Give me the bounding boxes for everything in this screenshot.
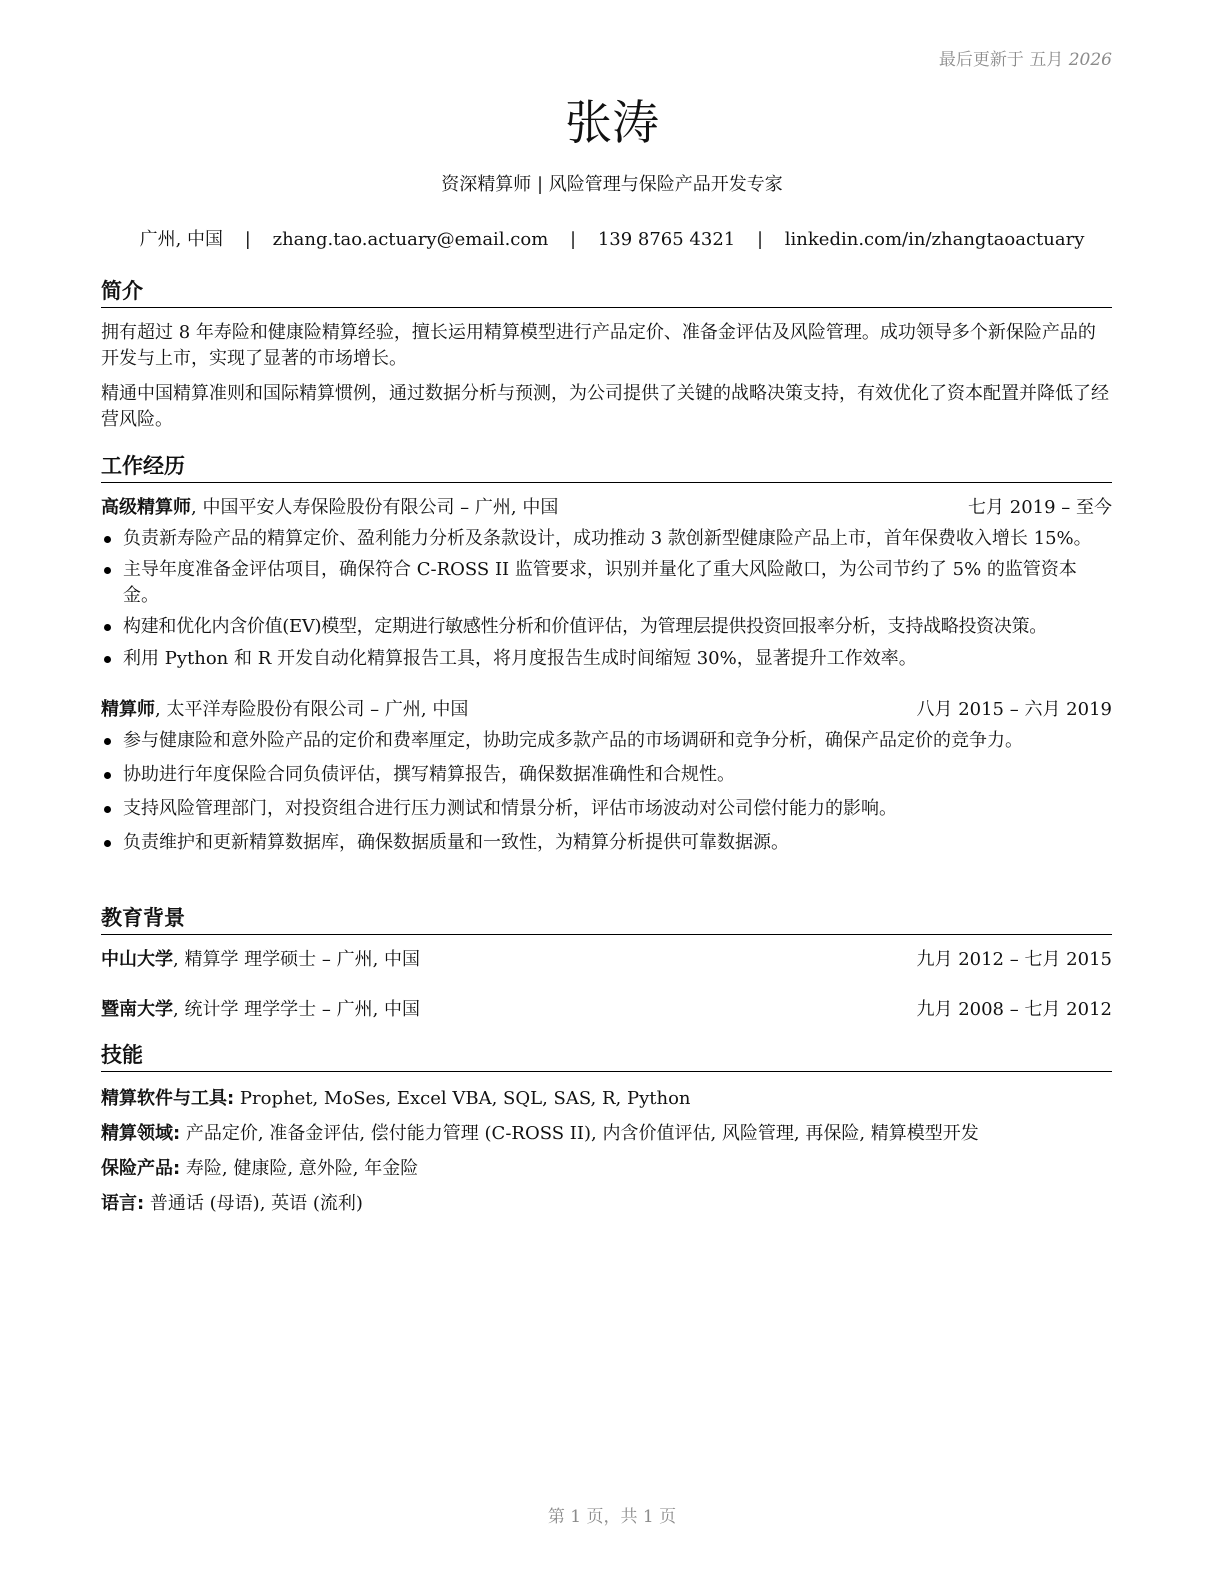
education-detail: , 精算学 理学硕士 – 广州, 中国: [173, 949, 421, 970]
job-role: 精算师: [101, 699, 155, 720]
job-title-line: [101, 495, 558, 521]
skill-line: [101, 1191, 1112, 1217]
job-role: 高级精算师: [101, 497, 191, 518]
job-org: , 太平洋寿险股份有限公司 – 广州, 中国: [155, 699, 469, 720]
section-title-experience: 工作经历: [101, 451, 1112, 483]
education-school: 暨南大学: [101, 999, 173, 1020]
job-bullet: 利用 Python 和 R 开发自动化精算报告工具，将月度报告生成时间缩短 30%，显著提升工作效率。: [101, 646, 1112, 672]
education-item: [101, 997, 1112, 1023]
education-section: [101, 903, 1112, 1023]
job-dates: 八月 2015 – 六月 2019: [916, 699, 1112, 720]
education-dates: 九月 2012 – 七月 2015: [916, 949, 1112, 970]
job-header: [101, 697, 1112, 723]
education-school: 中山大学: [101, 949, 173, 970]
job-bullet: 负责新寿险产品的精算定价、盈利能力分析及条款设计，成功推动 3 款创新型健康险产品上市，首年保费收入增长 15%。: [101, 526, 1112, 552]
skill-line: [101, 1156, 1112, 1182]
section-title-education: 教育背景: [101, 903, 1112, 935]
summary-section: [101, 276, 1112, 433]
page-number-footer: 第 1 页，共 1 页: [547, 1507, 677, 1527]
contact-phone: 139 8765 4321: [597, 229, 736, 250]
job-bullet: 协助进行年度保险合同负债评估，撰写精算报告，确保数据准确性和合规性。: [101, 762, 1112, 788]
job-bullet: 构建和优化内含价值(EV)模型，定期进行敏感性分析和价值评估，为管理层提供投资回报率分析，支持战略投资决策。: [101, 614, 1112, 640]
summary-paragraph: 精通中国精算准则和国际精算惯例，通过数据分析与预测，为公司提供了关键的战略决策支持，有效优化了资本配置并降低了经营风险。: [101, 383, 1109, 430]
education-item: [101, 947, 1112, 973]
job-bullet-list: [101, 526, 1112, 672]
summary-paragraph: 拥有超过 8 年寿险和健康险精算经验，擅长运用精算模型进行产品定价、准备金评估及风险管理。成功领导多个新保险产品的开发与上市，实现了显著的市场增长。: [101, 322, 1096, 369]
job-bullet: 参与健康险和意外险产品的定价和费率厘定，协助完成多款产品的市场调研和竞争分析，确保产品定价的竞争力。: [101, 728, 1112, 754]
contact-location: 广州, 中国: [139, 229, 224, 250]
job-bullet: 支持风险管理部门，对投资组合进行压力测试和情景分析，评估市场波动对公司偿付能力的影响。: [101, 796, 1112, 822]
education-title-line: [101, 997, 420, 1023]
job-bullet: 负责维护和更新精算数据库，确保数据质量和一致性，为精算分析提供可靠数据源。: [101, 830, 1112, 856]
skill-line: [101, 1121, 1112, 1147]
contact-linkedin[interactable]: linkedin.com/in/zhangtaoactuary: [784, 229, 1085, 250]
skill-label: 精算软件与工具:: [101, 1088, 235, 1109]
section-title-summary: 简介: [101, 276, 1112, 308]
skill-value: Prophet, MoSes, Excel VBA, SQL, SAS, R, Python: [234, 1088, 691, 1109]
contact-separator: |: [244, 229, 251, 250]
skill-label: 精算领域:: [101, 1123, 181, 1144]
section-title-skills: 技能: [101, 1040, 1112, 1072]
skill-value: 产品定价, 准备金评估, 偿付能力管理 (C-ROSS II), 内含价值评估, 风险管理, 再保险, 精算模型开发: [180, 1123, 979, 1144]
contact-email[interactable]: zhang.tao.actuary@email.com: [272, 229, 549, 250]
skill-label: 语言:: [101, 1193, 145, 1214]
skills-section: [101, 1040, 1112, 1217]
last-updated-year: 2026: [1068, 50, 1112, 70]
job-header: [101, 495, 1112, 521]
skill-value: 寿险, 健康险, 意外险, 年金险: [180, 1158, 419, 1179]
skill-value: 普通话 (母语), 英语 (流利): [144, 1193, 363, 1214]
skill-label: 保险产品:: [101, 1158, 181, 1179]
experience-section: [101, 451, 1112, 856]
last-updated: [939, 45, 1112, 70]
education-detail: , 统计学 理学学士 – 广州, 中国: [173, 999, 421, 1020]
job-bullet-list: [101, 728, 1112, 856]
job-title-line: [101, 697, 468, 723]
candidate-name: 张涛: [565, 96, 659, 151]
skill-line: [101, 1086, 1112, 1112]
headline: 资深精算师 | 风险管理与保险产品开发专家: [441, 174, 783, 195]
job-bullet: 主导年度准备金评估项目，确保符合 C-ROSS II 监管要求，识别并量化了重大风险敞口，为公司节约了 5% 的监管资本金。: [101, 557, 1112, 609]
education-title-line: [101, 947, 420, 973]
job-dates: 七月 2019 – 至今: [968, 497, 1112, 518]
job-org: , 中国平安人寿保险股份有限公司 – 广州, 中国: [191, 497, 559, 518]
education-dates: 九月 2008 – 七月 2012: [916, 999, 1112, 1020]
contact-line: [0, 225, 1224, 251]
last-updated-prefix: 最后更新于 五月: [938, 50, 1064, 70]
contact-separator: |: [570, 229, 577, 250]
contact-separator: |: [756, 229, 764, 250]
